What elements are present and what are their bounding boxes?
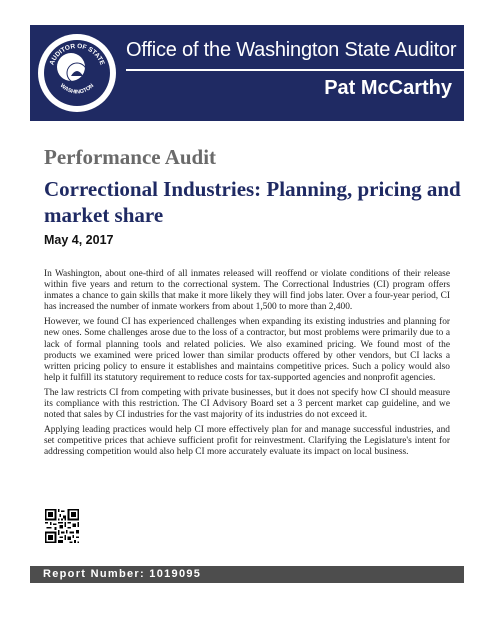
- report-kicker: Performance Audit: [44, 145, 217, 169]
- auditor-name: Pat McCarthy: [324, 77, 452, 99]
- report-number: Report Number: 1019095: [43, 568, 202, 580]
- summary-paragraph: However, we found CI has experienced challenges when expanding its existing industries and planning for new ones. Some challenges arose due to the loss of a contractor, but most problems were primarily due to a lack of formal planning tools and related policies. We also examined pricing. We found most of the products we examined were priced lower than similar products offered by other vendors, but CI lacks a written pricing policy to ensure it establishes and maintains competitive prices. Such a policy would also help it fulfill its statutory requirement to reduce costs for tax-supported agencies and nonprofit agencies.: [44, 317, 450, 383]
- seal-text-top: AUDITOR OF STATE: [48, 42, 106, 67]
- report-date: May 4, 2017: [44, 233, 114, 247]
- report-number-bar: [30, 566, 464, 583]
- header-divider: [126, 69, 464, 71]
- svg-text:WASHINGTON: [59, 83, 95, 96]
- report-title: Correctional Industries: Planning, pricing and market share: [44, 177, 461, 227]
- header-banner: [30, 25, 464, 121]
- qr-code-icon[interactable]: [45, 509, 79, 543]
- summary-paragraph: In Washington, about one-third of all inmates released will reoffend or violate conditions of their release within five years and return to the correctional system. The Correctional Industries (CI) program offers inmates a chance to gain skills that make it more likely they will find jobs later. Over a four-year period, CI has increased the number of inmate workers from about 1,500 to more than 2,400.: [44, 269, 450, 313]
- seal-text-bottom: WASHINGTON: [58, 82, 96, 96]
- office-title: Office of the Washington State Auditor: [126, 39, 457, 61]
- summary-paragraph: The law restricts CI from competing with private businesses, but it does not specify how CI should measure its compliance with this restriction. The CI Advisory Board set a 3 percent market cap guideline, and we noted that sales by CI industries for the vast majority of its industries do not exceed it.: [44, 387, 450, 421]
- summary-paragraph: Applying leading practices would help CI more effectively plan for and manage successful industries, and set competitive prices that achieve sufficient profit for reinvestment. Clarifying the Legislature's intent for addressing competition would also help CI more accurately evaluate its impact on local business.: [44, 425, 450, 458]
- auditor-seal-icon: [38, 34, 116, 112]
- report-summary: [44, 269, 450, 463]
